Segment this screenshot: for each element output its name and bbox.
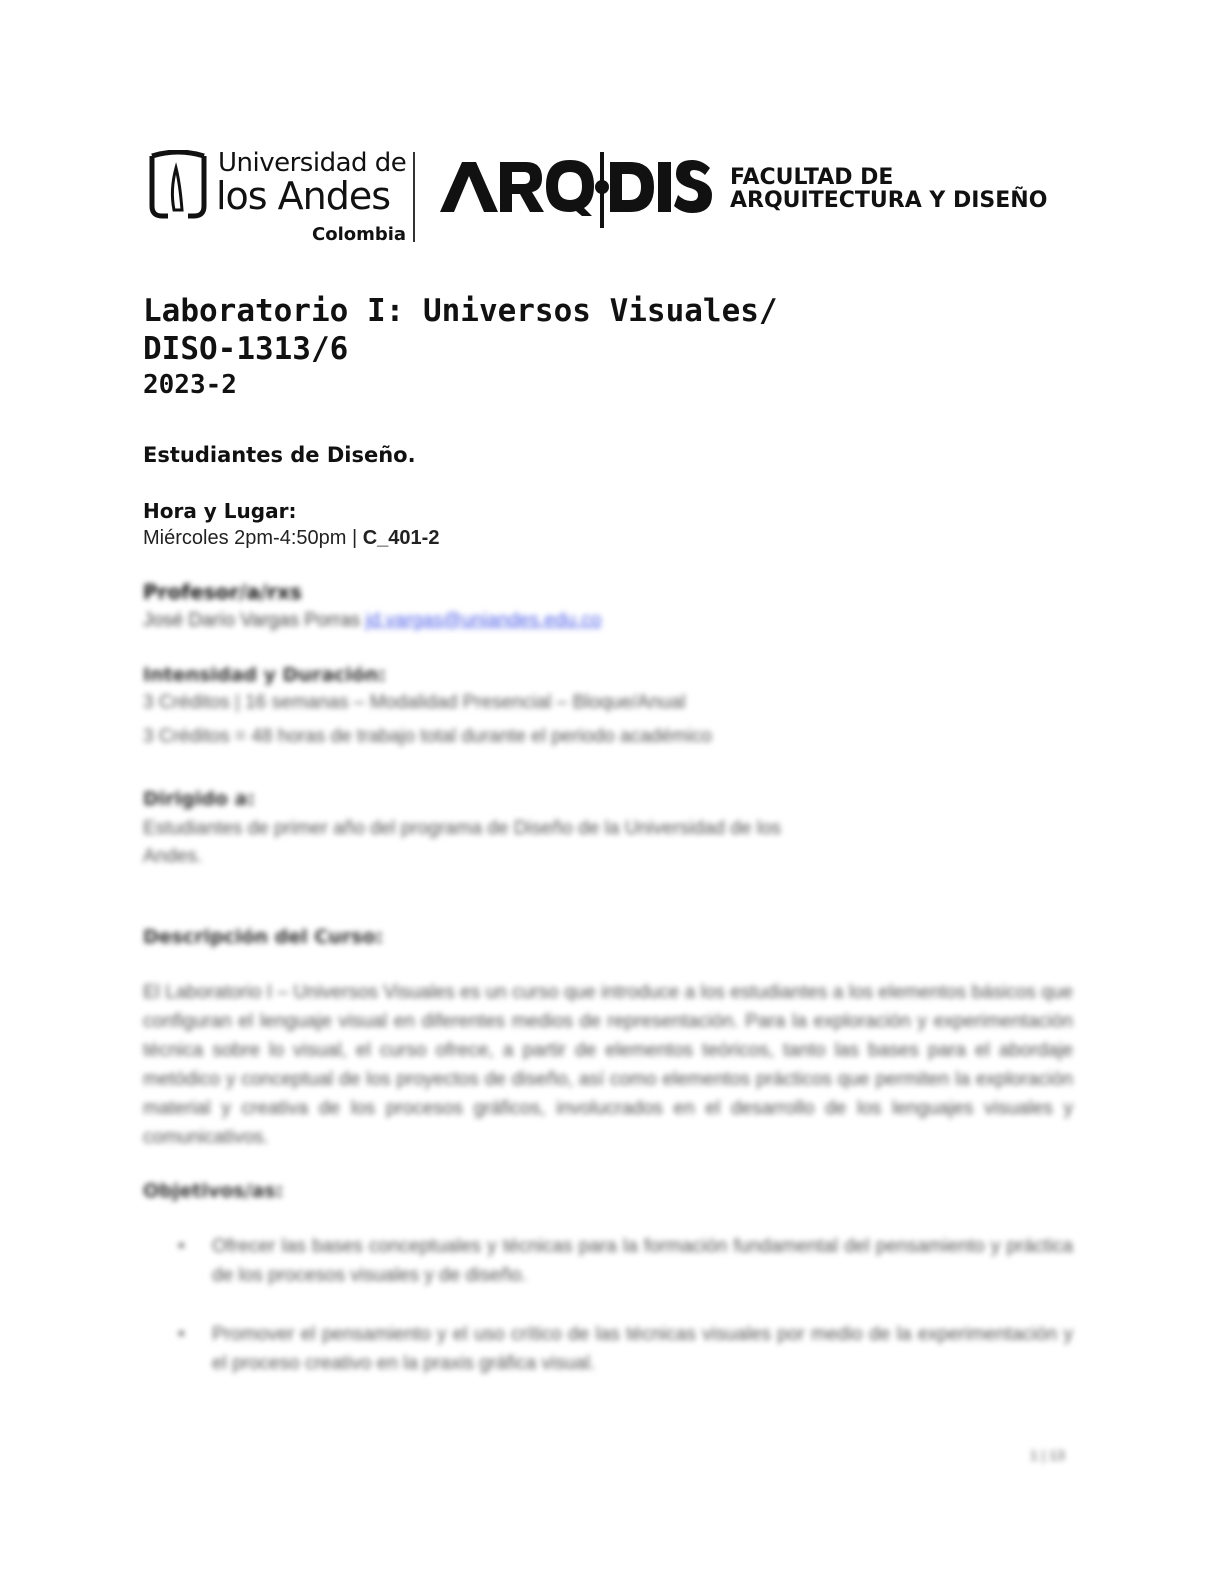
audience-heading: Estudiantes de Diseño. — [143, 443, 416, 467]
schedule-time: Miércoles 2pm-4:50pm | — [143, 527, 363, 549]
description-heading: Descripción del Curso: — [143, 926, 384, 948]
faculty-line1: FACULTAD DE — [730, 165, 894, 190]
professor-heading: Profesor/a/rxs — [143, 580, 302, 604]
course-title-line1: Laboratorio I: Universos Visuales/ — [143, 293, 778, 329]
intensity-heading: Intensidad y Duración: — [143, 664, 386, 686]
uniandes-line1: Universidad de — [218, 148, 407, 178]
course-term: 2023-2 — [143, 370, 237, 400]
schedule-room: C_401-2 — [362, 527, 440, 549]
uniandes-line2: los Andes — [216, 174, 391, 218]
uniandes-shield-icon — [148, 150, 208, 222]
description-text: El Laboratorio I – Universos Visuales es un curso que introduce a los estudiantes a los elementos básicos que configuran el lenguaje visual en diferentes medios de representación. Para la exploración y experimentación técnica sobre lo visual, el curso ofrece, a partir de elementos teóricos, tanto las bases para el abordaje metódico y conceptual de los proyectos de diseño, así como elementos prácticos que permiten la exploración material y creativa de los procesos gráficos, involucrados en el desarrollo de los lenguajes visuales y comunicativos. — [143, 982, 1073, 1148]
professor-line — [143, 610, 601, 632]
directed-text: Estudiantes de primer año del programa de Diseño de la Universidad de los Andes. — [143, 818, 781, 867]
objectives-list — [178, 1232, 1073, 1408]
faculty-name — [730, 166, 1047, 212]
schedule-heading: Hora y Lugar: — [143, 499, 297, 523]
objective-item — [178, 1232, 1073, 1290]
professor-email-link[interactable]: jd.vargas@uniandes.edu.co — [365, 610, 602, 631]
objectives-heading: Objetivos/as: — [143, 1180, 284, 1202]
directed-heading: Dirigido a: — [143, 788, 255, 810]
uniandes-line3: Colombia — [312, 224, 407, 245]
professor-name: José Darío Vargas Porras — [143, 610, 366, 631]
schedule-value — [143, 527, 439, 550]
faculty-line2: ARQUITECTURA Y DISEÑO — [730, 188, 1048, 213]
uniandes-logo — [148, 148, 407, 248]
intensity-line2: 3 Créditos = 48 horas de trabajo total durante el periodo académico — [143, 726, 712, 747]
bullet: • — [178, 1236, 185, 1257]
intensity-line1: 3 Créditos | 16 semanas – Modalidad Presencial – Bloque/Anual — [143, 692, 686, 713]
course-code: DISO-1313/6 — [143, 331, 349, 367]
logo-divider — [413, 152, 415, 242]
course-title — [143, 292, 778, 368]
arqdis-logo — [440, 152, 715, 228]
page-number: 1 | 13 — [1030, 1447, 1065, 1463]
objective-item — [178, 1320, 1073, 1378]
objective-text: Ofrecer las bases conceptuales y técnicas para la formación fundamental del pensamiento y práctica de los procesos visuales y de diseño. — [212, 1236, 1073, 1286]
objective-text: Promover el pensamiento y el uso crítico de las técnicas visuales por medio de la experimentación y el proceso creativo en la praxis gráfica visual. — [212, 1324, 1073, 1374]
bullet: • — [178, 1324, 185, 1345]
